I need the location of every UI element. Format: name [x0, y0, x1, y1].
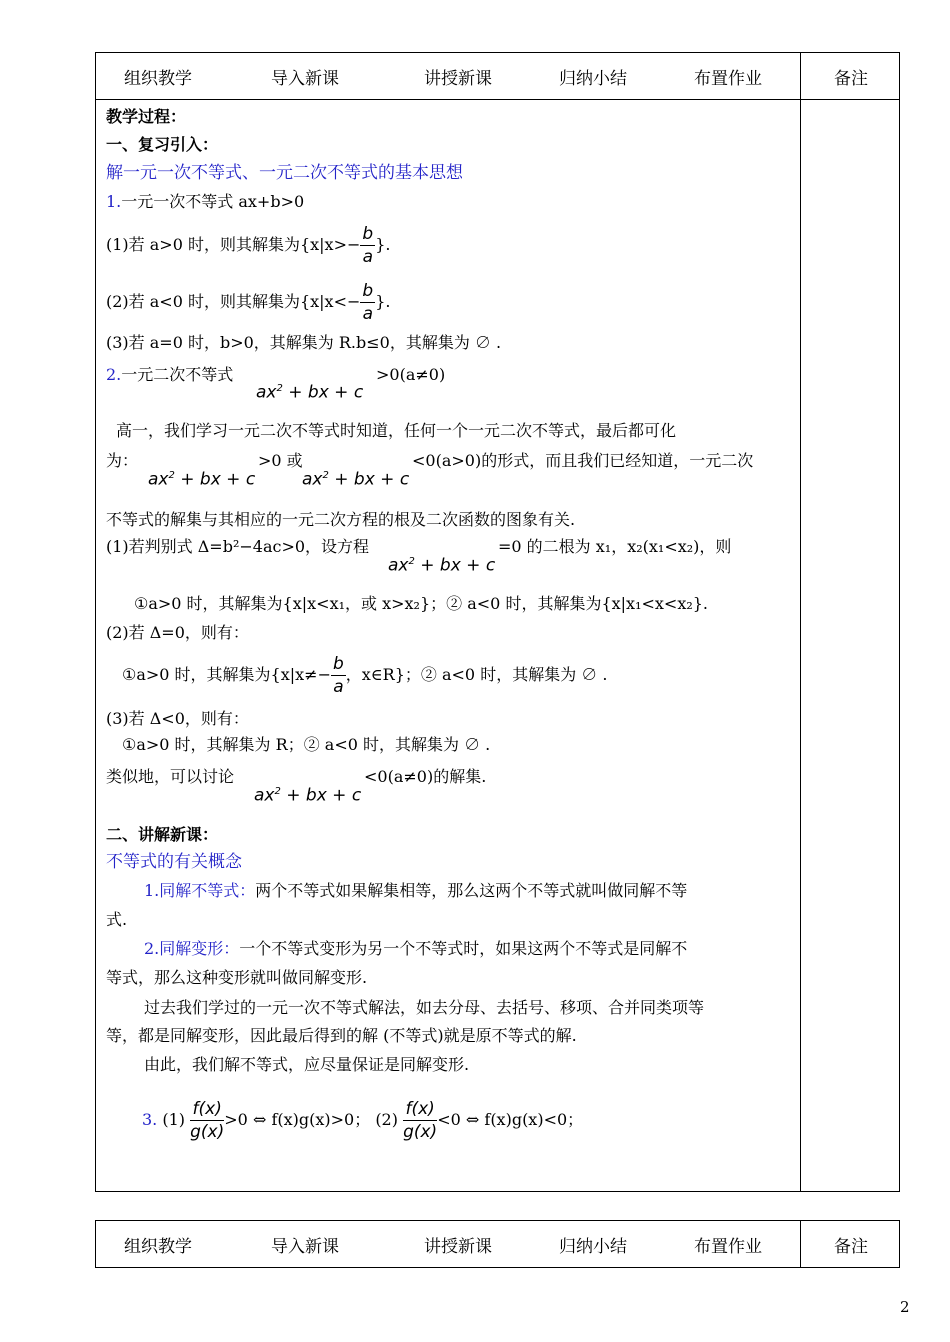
denominator: g(x) — [190, 1122, 225, 1142]
para1-line-c: 不等式的解集与其相应的一元二次方程的根及二次函数的图象有关. — [106, 510, 576, 529]
item1-case-a-end: }. — [375, 235, 391, 254]
next-table-header — [95, 1220, 900, 1268]
case2-answer-a: ①a>0 时，其解集为{x|x≠− — [122, 665, 331, 684]
header-divider — [96, 99, 899, 100]
denominator: a — [362, 247, 374, 267]
square: 2 — [276, 383, 283, 394]
quad-term: ax — [302, 469, 323, 490]
para3: 由此，我们解不等式，应尽量保证是同解变形. — [144, 1055, 470, 1074]
case3-answer: ①a>0 时，其解集为 R；② a<0 时，其解集为 ∅ . — [122, 735, 491, 754]
fraction-f-over-g — [403, 1098, 437, 1143]
case2-answer — [122, 651, 607, 699]
para1-b-post: <0(a>0)的形式，而且我们已经知道，一元二次 — [412, 451, 754, 470]
item1-line — [106, 192, 304, 212]
iff-icon: ⇔ — [465, 1110, 480, 1129]
square: 2 — [408, 556, 415, 567]
item1-case-b — [106, 278, 390, 326]
item3-part2: (2) — [375, 1110, 398, 1129]
quadratic-expr — [388, 552, 495, 576]
header-intro: 导入新课 — [271, 1236, 339, 1257]
item3-part1: (1) — [162, 1110, 186, 1129]
item1-case-c: (3)若 a=0 时，b>0，其解集为 R.b≤0，其解集为 ∅ . — [106, 333, 502, 352]
item2-number: 2. — [106, 365, 122, 384]
quadratic-expr — [302, 466, 409, 490]
notes-column-divider — [800, 99, 801, 1191]
quad-term: ax — [254, 785, 275, 806]
square: 2 — [322, 470, 329, 481]
header-homework: 布置作业 — [694, 1236, 762, 1257]
item1-text: 一元一次不等式 ax+b>0 — [121, 192, 305, 211]
item2-condition: >0(a≠0) — [376, 365, 446, 384]
quad-rest: + bx + c — [288, 382, 364, 403]
lesson-table — [95, 52, 900, 1192]
square: 2 — [274, 786, 281, 797]
item1-case-a-text: (1)若 a>0 时，则其解集为{x|x>− — [106, 235, 361, 254]
fraction-b-over-a — [360, 223, 375, 268]
case1-pre: (1)若判别式 Δ=b²−4ac>0，设方程 — [106, 537, 370, 556]
denominator: a — [362, 304, 374, 324]
fraction-b-over-a — [331, 653, 346, 698]
para2-line-a: 过去我们学过的一元一次不等式解法，如去分母、去括号、移项、合并同类项等 — [144, 998, 705, 1017]
quad-term: ax — [256, 382, 277, 403]
quadratic-expr — [256, 379, 363, 403]
section1-subtitle: 解一元一次不等式、一元二次不等式的基本思想 — [106, 163, 463, 183]
header-notes: 备注 — [800, 1221, 901, 1267]
item3-equiv1: f(x)g(x)>0； — [271, 1110, 371, 1129]
quadratic-expr — [148, 466, 255, 490]
process-title: 教学过程： — [106, 107, 187, 126]
item1-number: 1. — [106, 192, 122, 211]
para1-line-a: 高一，我们学习一元二次不等式时知道，任何一个一元二次不等式，最后都可化 — [116, 421, 677, 440]
quad-term: ax — [388, 555, 409, 576]
item1-case-b-text: (2)若 a<0 时，则其解集为{x|x<− — [106, 292, 361, 311]
case2-pre: (2)若 Δ=0，则有： — [106, 623, 249, 642]
quad-rest: + bx + c — [286, 785, 362, 806]
iff-icon: ⇔ — [252, 1110, 267, 1129]
item2-line — [106, 365, 233, 385]
item3-equiv2: f(x)g(x)<0； — [484, 1110, 584, 1129]
quad-rest: + bx + c — [180, 469, 256, 490]
def1-cont: 式. — [106, 910, 128, 929]
item1-case-b-end: }. — [375, 292, 391, 311]
item2-text: 一元二次不等式 — [121, 365, 234, 384]
case2-answer-b: ，x∈R}；② a<0 时，其解集为 ∅ . — [345, 665, 608, 684]
header-summary: 归纳小结 — [559, 68, 627, 89]
numerator: b — [362, 224, 374, 244]
denominator: g(x) — [403, 1122, 438, 1142]
quad-rest: + bx + c — [334, 469, 410, 490]
numerator: b — [362, 281, 374, 301]
similar-post: <0(a≠0)的解集. — [364, 767, 487, 786]
quad-rest: + bx + c — [420, 555, 496, 576]
header-summary: 归纳小结 — [559, 1236, 627, 1257]
header-homework: 布置作业 — [694, 68, 762, 89]
para1-b-mid: >0 或 — [258, 451, 303, 470]
header-organize: 组织教学 — [124, 68, 192, 89]
def1-label: 1.同解不等式： — [144, 881, 256, 900]
def2-cont: 等式，那么这种变形就叫做同解变形. — [106, 968, 368, 987]
def2-line — [144, 939, 687, 959]
fraction-b-over-a — [360, 280, 375, 325]
numerator: f(x) — [190, 1098, 224, 1121]
table-header-row — [96, 1221, 899, 1267]
case3-pre: (3)若 Δ<0，则有： — [106, 709, 249, 728]
header-teach: 讲授新课 — [424, 1236, 492, 1257]
section1-title: 一、复习引入： — [106, 135, 219, 154]
def1-text: 两个不等式如果解集相等，那么这两个不等式就叫做同解不等 — [255, 881, 688, 900]
denominator: a — [333, 677, 344, 697]
item1-case-a — [106, 221, 390, 269]
fraction-f-over-g — [190, 1098, 224, 1143]
quadratic-expr — [254, 782, 361, 806]
item3-line — [142, 1095, 583, 1145]
para1-b-pre: 为： — [106, 451, 139, 470]
def1-line — [144, 881, 687, 901]
header-organize: 组织教学 — [124, 1236, 192, 1257]
numerator: f(x) — [403, 1098, 437, 1121]
section2-subtitle: 不等式的有关概念 — [106, 852, 242, 872]
def2-text: 一个不等式变形为另一个不等式时，如果这两个不等式是同解不 — [239, 939, 688, 958]
similar-pre: 类似地，可以讨论 — [106, 767, 235, 786]
table-header-row — [96, 53, 899, 99]
case1-answer: ①a>0 时，其解集为{x|x<x₁，或 x>x₂}；② a<0 时，其解集为{x|x₁<x<x₂}. — [134, 594, 709, 613]
square: 2 — [168, 470, 175, 481]
section2-title: 二、讲解新课： — [106, 825, 219, 844]
item3-rel2: <0 — [437, 1110, 461, 1129]
para2-line-b: 等，都是同解变形，因此最后得到的解 (不等式)就是原不等式的解. — [106, 1026, 577, 1045]
numerator: b — [333, 654, 344, 674]
header-teach: 讲授新课 — [424, 68, 492, 89]
item3-rel1: >0 — [224, 1110, 248, 1129]
def2-label: 2.同解变形： — [144, 939, 240, 958]
header-notes: 备注 — [800, 53, 901, 99]
header-intro: 导入新课 — [271, 68, 339, 89]
item3-number: 3. — [142, 1110, 158, 1129]
page-number: 2 — [900, 1298, 910, 1316]
quad-term: ax — [148, 469, 169, 490]
case1-post: =0 的二根为 x₁，x₂(x₁<x₂)，则 — [498, 537, 732, 556]
